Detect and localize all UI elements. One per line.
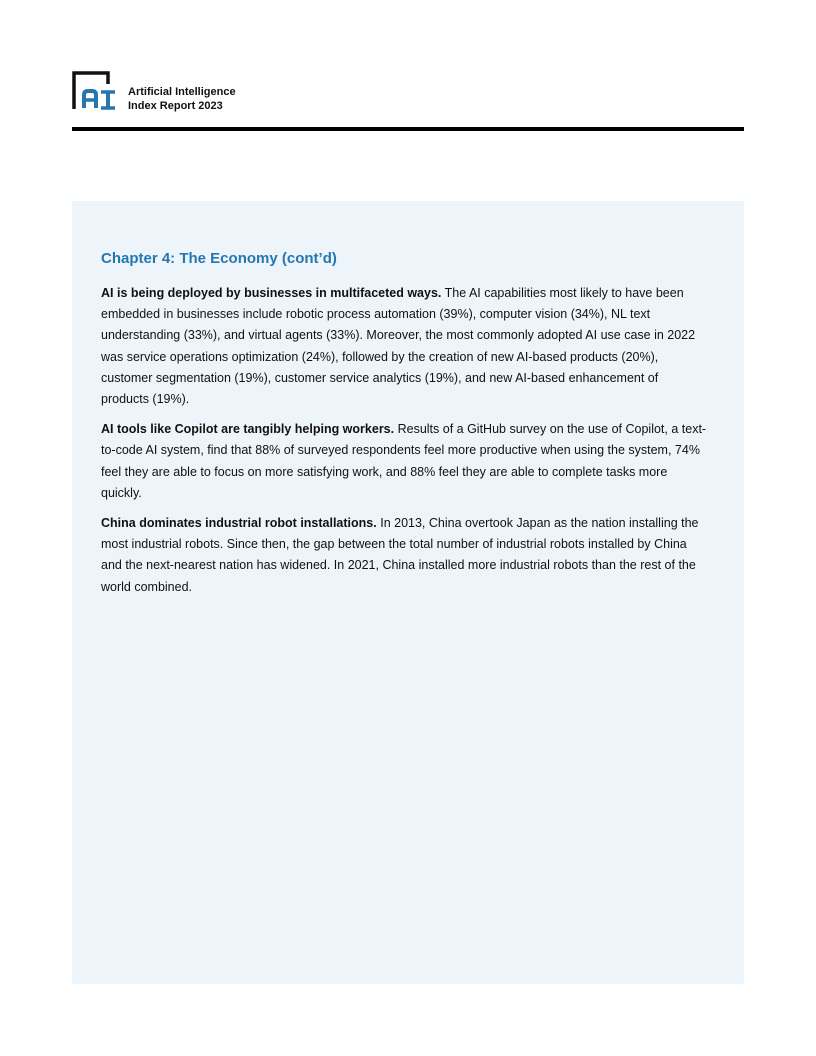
panel-content	[101, 248, 707, 607]
paragraph-body: Results of a GitHub survey on the use of Copilot, a text-to-code AI system, find that 88% of surveyed respondents feel more productive when using the system, 74% feel they are able to focus on more satisfying work, and 88% feel they are able to complete tasks more quickly.	[101, 422, 707, 500]
report-title-line1: Artificial Intelligence	[128, 86, 236, 98]
chapter-title: Chapter 4: The Economy (cont’d)	[101, 250, 337, 267]
header-divider	[72, 127, 744, 131]
report-title	[128, 85, 236, 113]
report-title-line2: Index Report 2023	[128, 100, 223, 112]
paragraph-lead: AI is being deployed by businesses in multifaceted ways.	[101, 286, 442, 300]
paragraph-copilot	[101, 419, 707, 504]
paragraph-lead: China dominates industrial robot installations.	[101, 516, 377, 531]
paragraph-body: The AI capabilities most likely to have been embedded in businesses include robotic process automation (39%), computer vision (34%), NL text understanding (33%), and virtual agents (33%). Moreover, the most commonly adopted AI use case in 2022 was service operations optimization (24%), followed by the creation of new AI-based products (20%), customer segmentation (19%), customer service analytics (19%), and new AI-based enhancement of products (19%).	[101, 286, 696, 407]
ai-index-logo	[72, 70, 118, 112]
paragraph-body: In 2013, China overtook Japan as the nation installing the most industrial robots. Since then, the gap between the total number of industrial robots installed by China and the next-nearest nation has widened. In 2021, China installed more industrial robots than the rest of the world combined.	[101, 516, 699, 594]
paragraph-china-robots	[101, 513, 707, 598]
report-header	[72, 70, 744, 130]
highlights-panel	[72, 201, 744, 984]
paragraph-lead: AI tools like Copilot are tangibly helping workers.	[101, 422, 395, 437]
paragraph-ai-deployment	[101, 283, 707, 410]
